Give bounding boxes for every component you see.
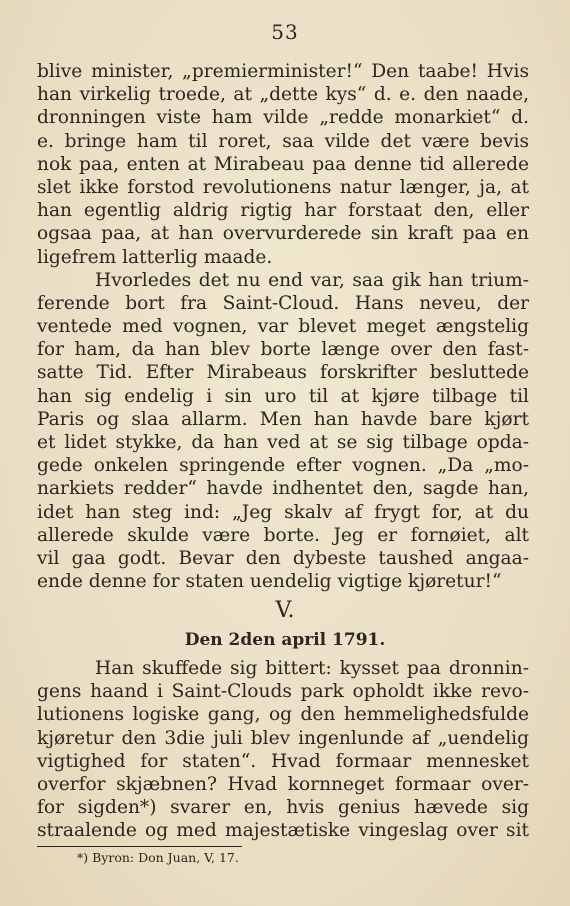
text-line: satte Tid. Efter Mirabeaus forskrifter besluttede — [37, 362, 529, 384]
chapter-heading: Den 2den april 1791. — [184, 630, 386, 650]
text-line: allerede skulde være borte. Jeg er fornøiet, alt — [37, 524, 529, 546]
text-line: et lidet stykke, da han ved at se sig tilbage opda- — [37, 432, 529, 453]
text-line: nok paa, enten at Mirabeau paa denne tid allerede — [37, 153, 529, 175]
page-number: 53 — [271, 20, 299, 44]
chapter-number: V. — [275, 598, 295, 623]
text-line: narkiets redder“ havde indhentet den, sagde han, — [37, 478, 529, 500]
text-line: vigtighed for staten“. Hvad formaar mennesket — [37, 750, 529, 772]
text-line: lutionens logiske gang, og den hemmelighedsfulde — [37, 704, 529, 726]
text-line: ogsaa paa, at han overvurderede sin kraft paa en — [37, 223, 529, 245]
text-line: Paris og slaa allarm. Men han havde bare kjørt — [37, 408, 529, 430]
text-line: han sig endelig i sin uro til at kjøre tilbage til — [37, 385, 529, 407]
footnote: *) Byron: Don Juan, V, 17. — [77, 850, 239, 865]
text-line: gens haand i Saint-Clouds park opholdt ikke revo- — [37, 681, 529, 703]
text-line: overfor skjæbnen? Hvad kornneget formaar over- — [37, 773, 529, 795]
footnote-divider — [37, 846, 242, 847]
text-line: slet ikke forstod revolutionens natur længer, ja, at — [37, 176, 529, 198]
text-line: for sigden*) svarer en, hvis genius hævede sig — [37, 797, 529, 819]
text-line: dronningen viste ham vilde „redde monarkiet“ d. — [37, 107, 529, 129]
text-line: e. bringe ham til roret, saa vilde det være bevis — [37, 130, 529, 152]
text-line: ventede med vognen, var blevet meget ængstelig — [37, 316, 529, 338]
text-line: ende denne for staten uendelig vigtige kjøretur!“ — [37, 571, 502, 593]
body-text-top — [37, 60, 529, 593]
text-line: blive minister, „premierminister!“ Den taabe! Hvis — [37, 61, 529, 82]
text-line: Hvorledes det nu end var, saa gik han trium- — [95, 269, 529, 291]
text-line: han egentlig aldrig rigtig har forstaat den, eller — [37, 200, 529, 222]
text-line: han virkelig troede, at „dette kys“ d. e. den naade, — [37, 84, 529, 106]
text-line: vil gaa godt. Bevar den dybeste taushed angaa- — [37, 547, 529, 569]
text-line: gede onkelen springende efter vognen. „Da „mo- — [37, 455, 529, 477]
text-line: ferende bort fra Saint-Cloud. Hans neveu, der — [37, 292, 529, 314]
text-line: idet han steg ind: „Jeg skalv af frygt for, at du — [37, 501, 529, 523]
text-line: for ham, da han blev borte længe over den fast- — [37, 339, 529, 361]
text-line: ligefrem latterlig maade. — [37, 246, 273, 268]
text-line: kjøretur den 3die juli blev ingenlunde af „uendelig — [37, 727, 529, 749]
text-line: Han skuffede sig bittert: kysset paa dronnin- — [95, 658, 529, 679]
body-text-bottom — [37, 657, 529, 843]
text-line: straalende og med majestætiske vingeslag over sit — [37, 820, 529, 842]
